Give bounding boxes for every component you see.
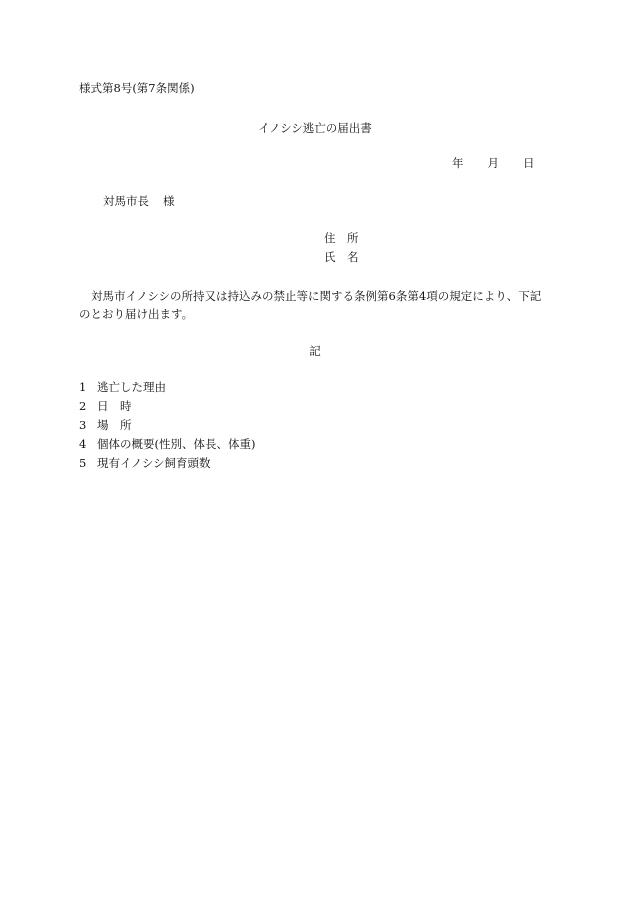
list-item [79,378,255,397]
addressee-name: 対馬市長 [103,194,149,208]
item-label: 現有イノシシ飼育頭数 [97,456,211,470]
item-list [79,378,255,473]
date-line [452,155,535,171]
item-label: 逃亡した理由 [97,380,166,394]
item-number: 4 [79,437,87,451]
body-text: 対馬市イノシシの所持又は持込みの禁止等に関する条例第6条第4項の規定により、下記のとおり届け出ます。 [79,289,542,321]
item-number: 2 [79,399,87,413]
item-number: 1 [79,380,87,394]
date-year: 年 [452,156,464,170]
ki-heading: 記 [309,344,321,358]
item-label: 場 所 [97,418,132,432]
name-label: 氏 名 [324,250,359,264]
address-label: 住 所 [324,231,359,245]
addressee [103,193,175,209]
list-item [79,435,255,454]
form-number: 様式第8号(第7条関係) [79,81,195,95]
item-number: 5 [79,456,87,470]
item-label: 日 時 [97,399,132,413]
date-month: 月 [487,156,499,170]
addressee-honorific: 様 [163,194,175,208]
date-day: 日 [523,156,535,170]
list-item [79,397,255,416]
list-item [79,454,255,473]
item-number: 3 [79,418,87,432]
item-label: 個体の概要(性別、体長、体重) [97,437,256,451]
document-title: イノシシ逃亡の届出書 [258,121,372,135]
list-item [79,416,255,435]
